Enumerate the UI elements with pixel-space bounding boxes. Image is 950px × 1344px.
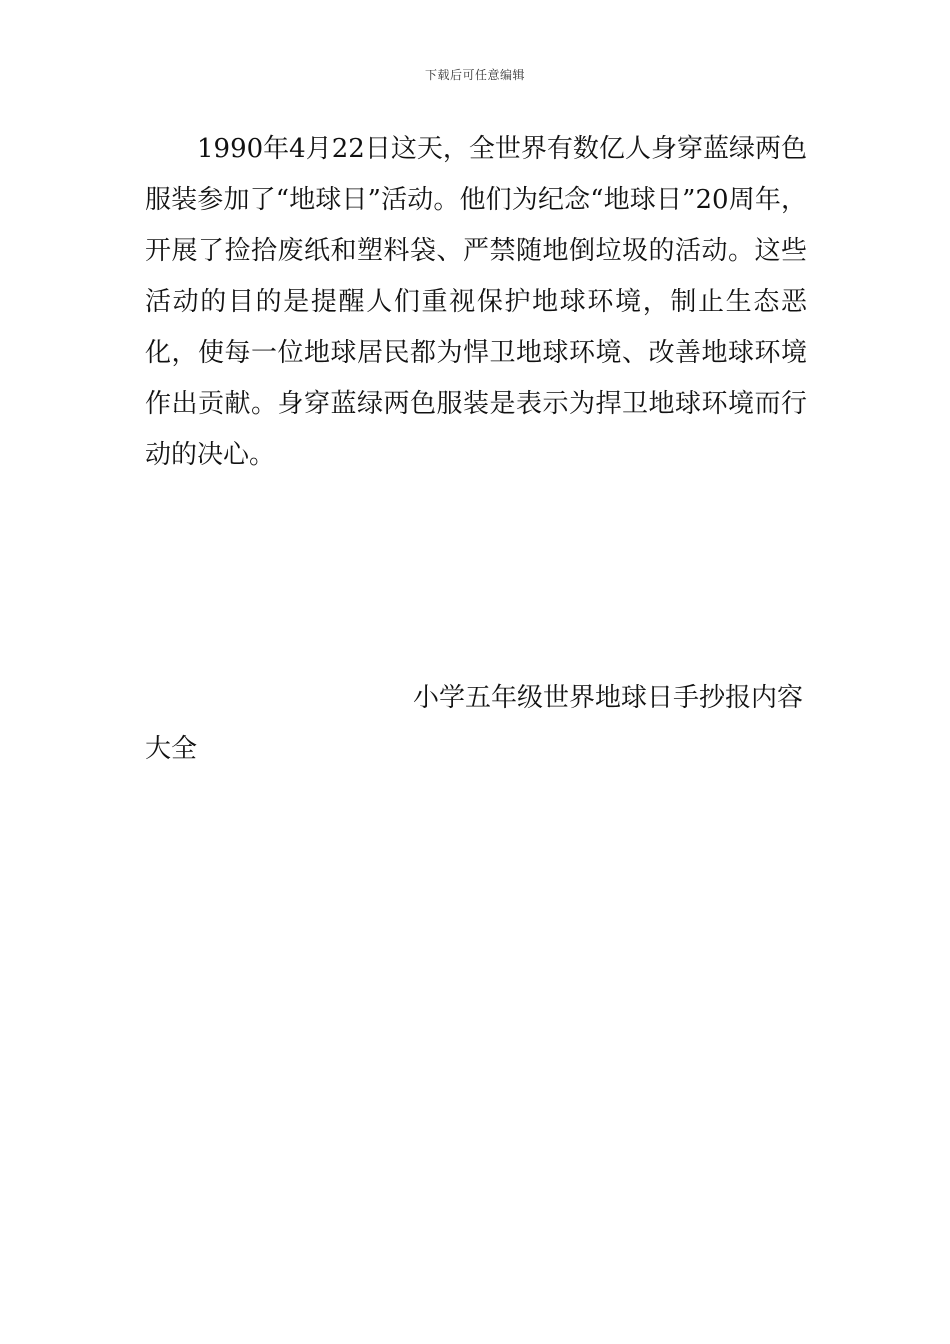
body-paragraph: 1990年4月22日这天，全世界有数亿人身穿蓝绿两色服装参加了“地球日”活动。他们为纪念“地球日”20周年，开展了捡拾废纸和塑料袋、严禁随地倒垃圾的活动。这些活动的目的是提醒人们重视保护地球环境，制止生态恶化，使每一位地球居民都为悍卫地球环境、改善地球环境作出贡献。身穿蓝绿两色服装是表示为捍卫地球环境而行动的决心。 (145, 134, 807, 470)
page-header-note: 下载后可任意编辑 (424, 68, 525, 82)
document-title: 小学五年级世界地球日手抄报内容大全 (145, 683, 804, 764)
